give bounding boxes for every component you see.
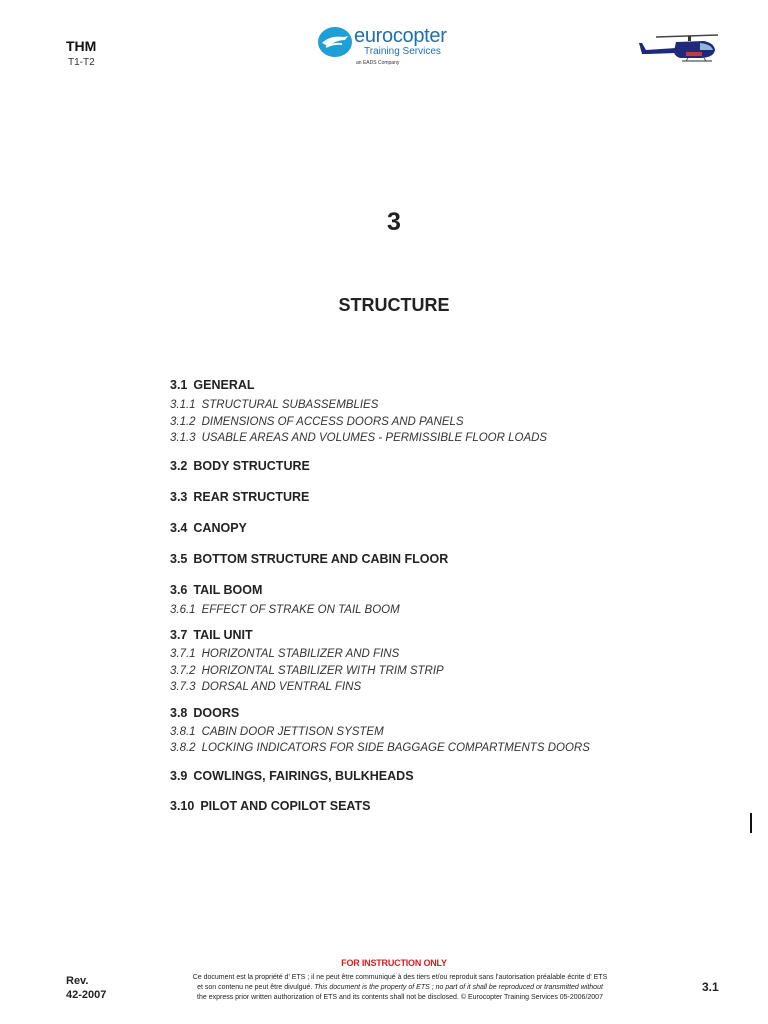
toc-section-number: 3.10 [170, 798, 195, 813]
toc-section-label: COWLINGS, FAIRINGS, BULKHEADS [193, 768, 414, 783]
toc-section-label: BOTTOM STRUCTURE AND CABIN FLOOR [193, 551, 449, 566]
toc-section-label: BODY STRUCTURE [193, 458, 310, 473]
eurocopter-logo [318, 25, 478, 71]
logo-tagline: Training Services [364, 46, 441, 57]
toc-subsection-label: HORIZONTAL STABILIZER WITH TRIM STRIP [201, 664, 444, 677]
toc-section-label: TAIL BOOM [193, 582, 263, 597]
toc-subsection-label: LOCKING INDICATORS FOR SIDE BAGGAGE COMPARTMENTS DOORS [201, 742, 590, 754]
chapter-title: STRUCTURE [338, 295, 450, 315]
toc-subsection [170, 430, 730, 447]
toc-section-number: 3.4 [170, 520, 188, 535]
helicopter-icon [636, 30, 722, 68]
toc-section-number: 3.5 [170, 551, 188, 566]
toc-section [170, 706, 730, 720]
toc-section [170, 628, 730, 642]
document-code-block [66, 38, 96, 68]
toc-section [170, 769, 730, 783]
logo-wordmark: eurocopter [354, 25, 447, 47]
toc-section-number: 3.6 [170, 582, 188, 597]
toc-section-label: GENERAL [193, 378, 255, 392]
toc-subsection [170, 724, 730, 741]
toc-subsection-number: 3.7.2 [170, 664, 196, 677]
toc-section-label: CANOPY [193, 520, 247, 535]
toc-subsection [170, 414, 730, 431]
document-code: THM [66, 38, 97, 54]
table-of-contents [170, 378, 730, 813]
toc-subsection-label: STRUCTURAL SUBASSEMBLIES [201, 399, 379, 411]
legal-notice-fr-line1: Ce document est la propriété d' ETS ; il ne peut être communiqué à des tiers et/ou reproduit sans l'autorisation préalable écrite d' ETS [192, 974, 608, 981]
eurocopter-emblem-icon [318, 27, 352, 57]
toc-subsection [170, 602, 730, 619]
logo-group: an EADS Company [356, 60, 400, 66]
toc-subsection-number: 3.1.2 [170, 415, 196, 428]
revision-value: 42-2007 [66, 989, 107, 1001]
toc-subsection-label: EFFECT OF STRAKE ON TAIL BOOM [201, 603, 400, 616]
toc-section-number: 3.2 [170, 458, 188, 473]
toc-subsection-label: HORIZONTAL STABILIZER AND FINS [201, 648, 400, 660]
toc-section-label: PILOT AND COPILOT SEATS [200, 798, 371, 813]
toc-subsection-number: 3.1.3 [170, 432, 196, 444]
toc-subsection-label: USABLE AREAS AND VOLUMES - PERMISSIBLE FLOOR LOADS [201, 432, 548, 444]
legal-notice-line2 [150, 983, 650, 993]
toc-section-number: 3.3 [170, 489, 188, 504]
toc-section-number: 3.7 [170, 628, 188, 642]
legal-notice-en-line2: the express prior written authorization of ETS and its contents shall not be disclosed. © Eurocopter Training Services 05-2006/2007 [197, 994, 603, 1001]
toc-subsection-number: 3.6.1 [170, 603, 196, 616]
toc-subsection-number: 3.1.1 [170, 399, 196, 411]
toc-subsection-number: 3.7.3 [170, 681, 196, 693]
toc-section-label: DOORS [193, 705, 240, 720]
legal-notice-en-line1: This document is the property of ETS ; no part of it shall be reproduced or transmitted without [314, 984, 603, 991]
toc-subsection [170, 679, 730, 696]
toc-section [170, 490, 730, 504]
document-subcode: T1-T2 [68, 57, 95, 68]
toc-section [170, 378, 730, 392]
toc-section [170, 521, 730, 535]
toc-section [170, 552, 730, 566]
toc-subsection [170, 397, 730, 414]
toc-subsection-label: DORSAL AND VENTRAL FINS [201, 681, 362, 693]
toc-subsection-label: DIMENSIONS OF ACCESS DOORS AND PANELS [201, 415, 464, 428]
toc-section-number: 3.9 [170, 768, 188, 783]
toc-section-label: TAIL UNIT [193, 628, 253, 642]
toc-section [170, 799, 730, 813]
toc-subsection-label: CABIN DOOR JETTISON SYSTEM [201, 725, 384, 738]
toc-subsection [170, 646, 730, 663]
legal-notice [150, 973, 650, 1003]
toc-section-number: 3.8 [170, 705, 188, 720]
page-number: 3.1 [702, 980, 719, 994]
revision-change-bar [750, 813, 752, 833]
revision-block [66, 974, 106, 1002]
toc-subsection-number: 3.8.1 [170, 725, 196, 738]
toc-subsection [170, 740, 730, 757]
toc-section-number: 3.1 [170, 378, 188, 392]
legal-notice-fr-line2: et son contenu ne peut être divulgué. [197, 984, 313, 991]
toc-subsection [170, 663, 730, 680]
instruction-notice: FOR INSTRUCTION ONLY [341, 958, 447, 968]
chapter-number: 3 [387, 208, 401, 236]
revision-label: Rev. [66, 975, 89, 987]
toc-section [170, 583, 730, 597]
toc-subsection-number: 3.8.2 [170, 742, 196, 754]
toc-section-label: REAR STRUCTURE [193, 489, 310, 504]
toc-subsection-number: 3.7.1 [170, 648, 196, 660]
toc-section [170, 459, 730, 473]
